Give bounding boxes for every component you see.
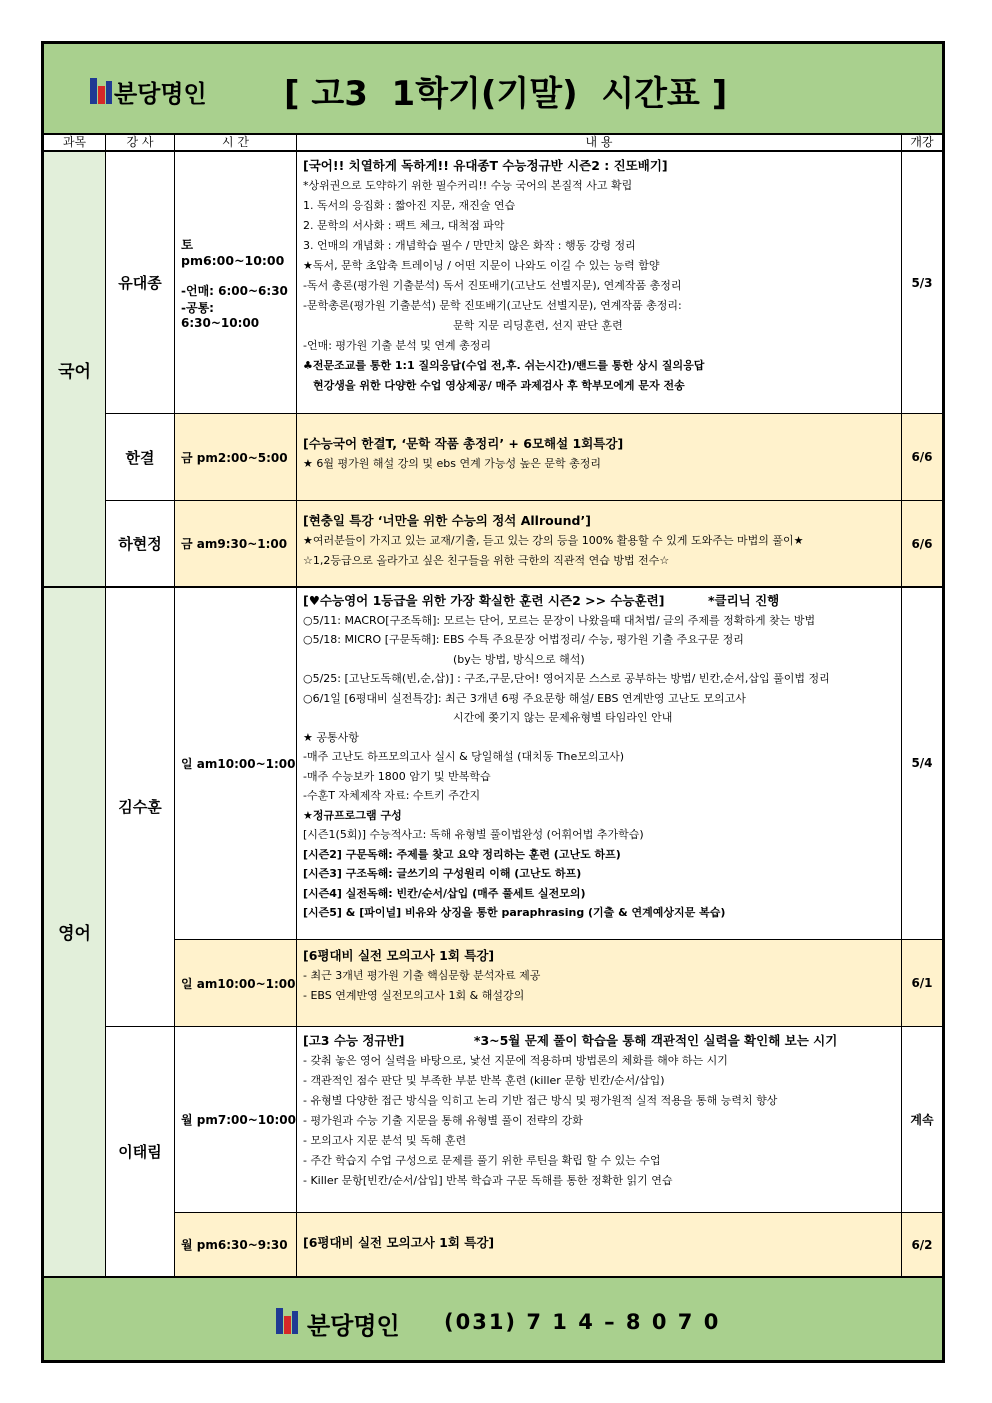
content-line: ○5/18: MICRO [구문독해]: EBS 수특 주요문장 어법정리/ 수능, 평가원 기출 주요구문 정리: [303, 633, 744, 646]
class-time: [175, 501, 296, 586]
time-main: 월 pm7:00~10:00: [181, 1113, 296, 1127]
content-line: 2. 문학의 서사화 : 팩트 체크, 대척점 파악: [303, 219, 505, 232]
class-time: [175, 1213, 296, 1276]
start-count: 6/2: [902, 1213, 942, 1276]
content-line: 현강생을 위한 다양한 수업 영상제공/ 매주 과제검사 후 학부모에게 문자 전송: [313, 379, 685, 392]
class-content: [297, 1213, 901, 1276]
content-line: - 모의고사 지문 분석 및 독해 훈련: [303, 1134, 467, 1147]
brand-name: 분당명인: [114, 80, 207, 108]
class-time: [175, 940, 296, 1026]
footer-brand: 분당명인: [307, 1312, 400, 1340]
start-count: 6/6: [902, 501, 942, 586]
start-count: 5/3: [911, 275, 933, 290]
class-time: [175, 152, 296, 413]
content-line: [고3 수능 정규반] *3~5월 문제 풀이 학습을 통해 객관적인 실력을 확인해 보는 시기: [303, 1033, 838, 1048]
class-time: [175, 1027, 296, 1212]
content-line: ♣전문조교를 통한 1:1 질의응답(수업 전,후. 쉬는시간)/밴드를 통한 상시 질의응답: [303, 359, 705, 372]
content-line: ★정규프로그램 구성: [303, 808, 402, 822]
col-teacher: 강 사: [126, 135, 154, 149]
teacher-name: 유대종: [118, 274, 162, 292]
content-line: ○6/1일 [6평대비 실전특강]: 최근 3개년 6평 주요문항 해설/ EBS 연계반영 고난도 모의고사: [303, 691, 746, 705]
class-content: [297, 414, 901, 500]
content-line: -문학총론(평가원 기출분석) 문학 진또배기(고난도 선별지문), 연계작품 총정리:: [303, 299, 682, 312]
content-line: - 갖춰 놓은 영어 실력을 바탕으로, 낯선 지문에 적용하며 방법론의 체화를 해야 하는 시기: [303, 1054, 728, 1067]
content-line: - 유형별 다양한 접근 방식을 익히고 논리 기반 접근 방식 및 평가원적 실적 적용을 통해 능력치 향상: [303, 1094, 778, 1107]
content-line: [수능국어 한결T, ‘문학 작품 총정리’ + 6모해설 1회특강]: [303, 436, 624, 451]
class-content: [297, 152, 901, 413]
content-line: 1. 독서의 응집화 : 짧아진 지문, 재진술 연습: [303, 199, 516, 212]
teacher-name: 김수훈: [118, 798, 162, 816]
time-main: 토 pm6:00~10:00: [181, 237, 285, 268]
class-content: [297, 501, 901, 586]
start-count: 계속: [910, 1113, 934, 1127]
footer-phone: (031) 7 1 4 – 8 0 7 0: [444, 1310, 721, 1334]
content-line: (by는 방법, 방식으로 해석): [453, 652, 585, 666]
content-line: [6평대비 실전 모의고사 1회 특강]: [303, 1235, 495, 1250]
content-line: ★ 공통사항: [303, 730, 359, 744]
teacher-name: 이태림: [118, 1143, 162, 1161]
content-line: -매주 수능보카 1800 암기 및 반복학습: [303, 769, 491, 783]
content-line: ★여러분들이 가지고 있는 교재/기출, 듣고 있는 강의 등을 100% 활용할 수 있게 도와주는 마법의 풀이★: [303, 534, 804, 547]
col-content: 내 용: [585, 135, 613, 149]
content-line: - 객관적인 점수 판단 및 부족한 부분 반복 훈련 (killer 문항 빈칸/순서/삽입): [303, 1074, 665, 1087]
start-count: 6/1: [902, 940, 942, 1026]
teacher-name: 하현정: [118, 535, 162, 553]
content-line: - 평가원과 수능 기출 지문을 통해 유형별 풀이 전략의 강화: [303, 1114, 583, 1127]
content-line: ★독서, 문학 초압축 트레이닝 / 어떤 지문이 나와도 이길 수 있는 능력 함양: [303, 259, 660, 272]
time-main: 월 pm6:30~9:30: [181, 1238, 288, 1252]
table-header: [44, 135, 942, 152]
content-line: 문학 지문 리딩훈련, 선지 판단 훈련: [453, 319, 623, 332]
content-line: 시간에 쫒기지 않는 문제유형별 타임라인 안내: [453, 711, 673, 724]
time-main: 금 pm2:00~5:00: [181, 450, 288, 465]
start-count: 5/4: [911, 756, 933, 770]
teacher-name: 한결: [125, 448, 155, 467]
content-line: [시즌2] 구문독해: 주제를 찾고 요약 정리하는 훈련 (고난도 하프): [303, 847, 621, 861]
content-line: - Killer 문항[빈칸/순서/삽입] 반복 학습과 구문 독해를 통한 정확한 읽기 연습: [303, 1174, 673, 1187]
content-line: - EBS 연계반영 실전모의고사 1회 & 해설강의: [303, 989, 525, 1002]
page-title: [ 고3 1학기(기말) 시간표 ]: [284, 74, 728, 114]
header: [44, 44, 942, 135]
start-count: 6/6: [902, 414, 942, 500]
content-line: - 주간 학습지 수업 구성으로 문제를 풀기 위한 루틴을 확립 할 수 있는 수업: [303, 1154, 661, 1167]
content-line: -수훈T 자체제작 자료: 수트키 주간지: [303, 789, 481, 802]
content-line: [시즌5] & [파이널] 비유와 상징을 통한 paraphrasing (기출 & 연계예상지문 복습): [303, 906, 726, 919]
col-subject: 과목: [62, 135, 87, 149]
col-time: 시 간: [222, 135, 249, 149]
content-line: ○5/25: [고난도독해(빈,순,삽)] : 구조,구문,단어! 영어지문 스스로 공부하는 방법/ 빈칸,순서,삽입 풀이법 정리: [303, 672, 830, 685]
class-content: [297, 587, 901, 939]
logo-icon: [276, 1308, 298, 1334]
col-count: 개강: [910, 135, 934, 149]
content-line: -독서 총론(평가원 기출분석) 독서 진또배기(고난도 선별지문), 연계작품 총정리: [303, 279, 682, 292]
class-time: [175, 414, 296, 500]
subject-english: 영어: [44, 587, 105, 1276]
time-sub: -언매: 6:00~6:30: [181, 284, 288, 298]
timetable-frame: [41, 41, 945, 1363]
class-content: [297, 1027, 901, 1212]
content-line: [시즌3] 구조독해: 글쓰기의 구성원리 이해 (고난도 하프): [303, 867, 582, 880]
content-line: *상위권으로 도약하기 위한 필수커리!! 수능 국어의 본질적 사고 확립: [303, 179, 633, 192]
content-line: [시즌1(5회)] 수능적사고: 독해 유형별 풀이법완성 (어휘어법 추가학습): [303, 828, 644, 841]
class-time: [175, 587, 296, 939]
time-main: 일 am10:00~1:00: [181, 756, 296, 771]
time-sub: -공통: 6:30~10:00: [181, 301, 260, 330]
content-line: ☆1,2등급으로 올라가고 싶은 친구들을 위한 극한의 직관적 연습 방법 전수☆: [303, 554, 670, 567]
content-line: -매주 고난도 하프모의고사 실시 & 당일해설 (대치동 The모의고사): [303, 750, 625, 763]
content-line: ★ 6월 평가원 해설 강의 및 ebs 연계 가능성 높은 문학 총정리: [303, 457, 601, 470]
content-line: [시즌4] 실전독해: 빈칸/순서/삽입 (매주 풀세트 실전모의): [303, 886, 586, 900]
content-line: [현충일 특강 ‘너만을 위한 수능의 정석 Allround’]: [303, 513, 591, 528]
logo-icon: [90, 78, 112, 104]
footer: [44, 1276, 942, 1360]
content-line: ○5/11: MACRO[구조독해]: 모르는 단어, 모르는 문장이 나왔을때 대처법/ 글의 주제를 정확하게 찾는 방법: [303, 613, 816, 627]
content-line: - 최근 3개년 평가원 기출 핵심문항 분석자료 제공: [303, 969, 541, 982]
time-main: 금 am9:30~1:00: [181, 537, 288, 551]
class-content: [297, 940, 901, 1026]
content-line: 3. 언매의 개념화 : 개념학습 필수 / 만만치 않은 화작 : 행동 강령 정리: [303, 239, 636, 252]
content-line: [국어!! 치열하게 독하게!! 유대종T 수능정규반 시즌2 : 진또배기]: [303, 158, 668, 173]
content-line: [♥수능영어 1등급을 위한 가장 확실한 훈련 시즌2 >> 수능훈련] *클리닉 진행: [303, 593, 780, 608]
content-line: -언매: 평가원 기출 분석 및 연계 총정리: [303, 339, 492, 352]
content-line: [6평대비 실전 모의고사 1회 특강]: [303, 948, 495, 963]
subject-korean: 국어: [44, 152, 105, 586]
time-main: 일 am10:00~1:00: [181, 976, 296, 991]
